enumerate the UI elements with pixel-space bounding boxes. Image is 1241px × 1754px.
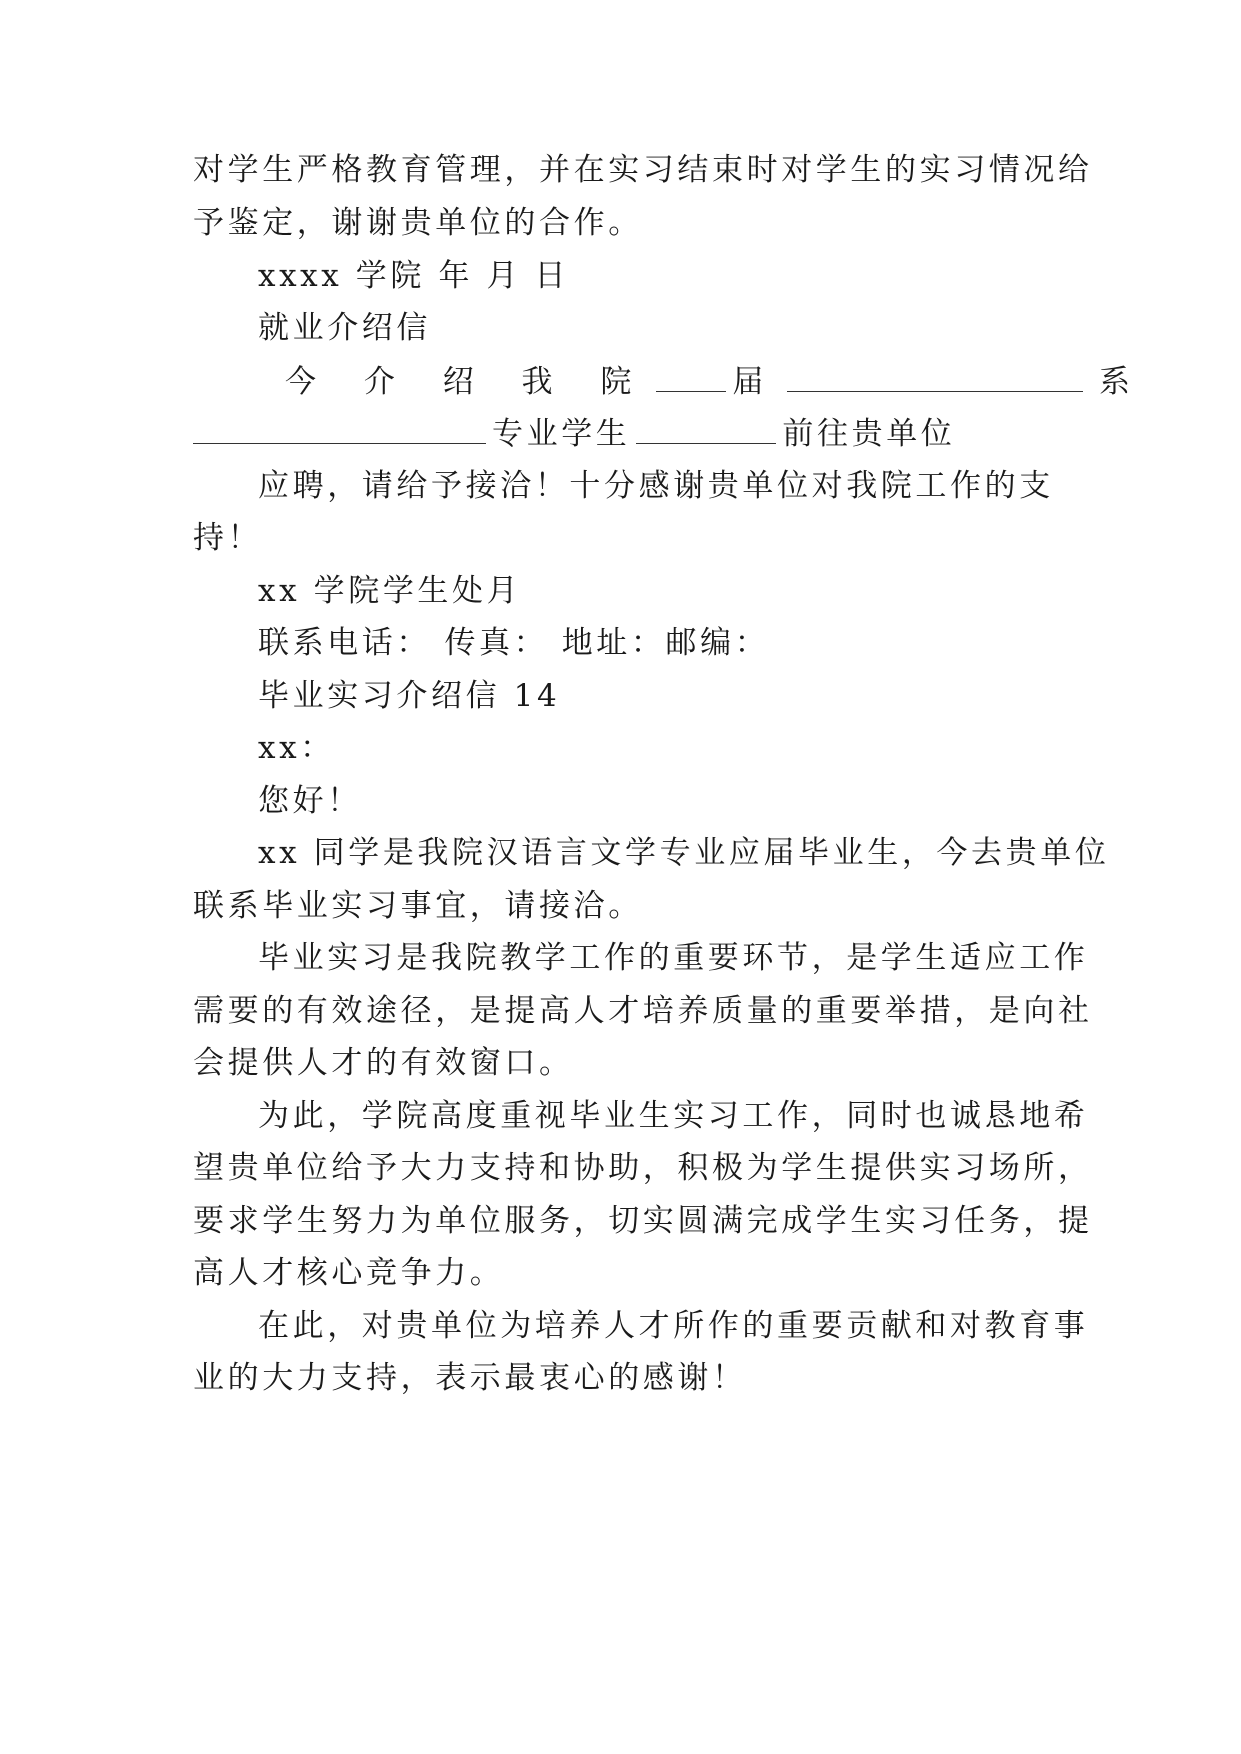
intro-text: 前往贵单位 <box>782 416 956 452</box>
paragraph-line: 毕业实习是我院教学工作的重要环节，是学生适应工作 <box>258 940 1089 976</box>
paragraph-line: xx 同学是我院汉语言文学专业应届毕业生，今去贵单位 <box>258 835 1110 871</box>
paragraph-line: 要求学生努力为单位服务，切实圆满完成学生实习任务，提 <box>193 1203 1093 1239</box>
letter-title: 就业介绍信 <box>258 310 431 346</box>
intro-line <box>193 413 1053 454</box>
paragraph-line: 业的大力支持，表示最衷心的感谢！ <box>193 1360 747 1396</box>
signature-date: xxxx 学院 年 月 日 <box>258 258 570 294</box>
letter-title: 毕业实习介绍信 14 <box>258 678 561 714</box>
paragraph-line: 应聘，请给予接洽！十分感谢贵单位对我院工作的支 <box>258 468 1054 504</box>
blank-field <box>193 413 486 444</box>
paragraph-line: 予鉴定，谢谢贵单位的合作。 <box>193 205 643 241</box>
paragraph-line: 为此，学院高度重视毕业生实习工作，同时也诚恳地希 <box>258 1098 1089 1134</box>
blank-field <box>636 413 776 444</box>
intro-text: 专业学生 <box>492 416 631 452</box>
paragraph-line: 望贵单位给予大力支持和协助，积极为学生提供实习场所， <box>193 1150 1093 1186</box>
intro-text: 届 <box>732 364 768 400</box>
paragraph-line: 在此，对贵单位为培养人才所作的重要贡献和对教育事 <box>258 1308 1089 1344</box>
paragraph-line: 高人才核心竞争力。 <box>193 1255 505 1291</box>
greeting: 您好！ <box>258 783 362 819</box>
intro-text: 系 <box>1099 364 1134 400</box>
contact-info: 联系电话： 传真： 地址：邮编： <box>258 625 770 661</box>
salutation: xx： <box>258 730 335 766</box>
paragraph-line: 会提供人才的有效窗口。 <box>193 1045 574 1081</box>
intro-line <box>285 361 1134 402</box>
blank-field <box>656 361 726 392</box>
intro-text: 今 介 绍 我 院 <box>285 364 651 400</box>
paragraph-line: 对学生严格教育管理，并在实习结束时对学生的实习情况给 <box>193 152 1093 188</box>
paragraph-line: 需要的有效途径，是提高人才培养质量的重要举措，是向社 <box>193 993 1093 1029</box>
signature: xx 学院学生处月 <box>258 573 522 609</box>
paragraph-line: 持！ <box>193 520 263 556</box>
blank-field <box>787 361 1083 392</box>
paragraph-line: 联系毕业实习事宜，请接洽。 <box>193 888 643 924</box>
